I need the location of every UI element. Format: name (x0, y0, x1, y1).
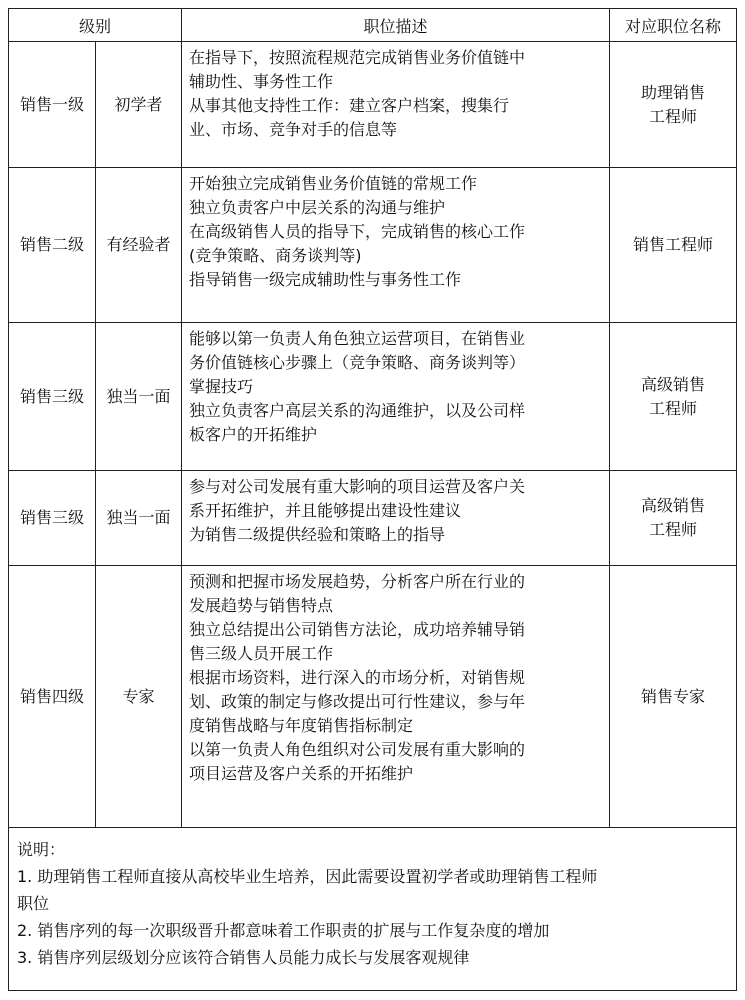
description-line: 独立负责客户中层关系的沟通与维护 (189, 198, 446, 217)
description-line: (竞争策略、商务谈判等) (189, 246, 362, 265)
stage-cell: 独当一面 (96, 471, 182, 566)
description-line: 业、市场、竞争对手的信息等 (189, 120, 398, 139)
table-row (9, 323, 737, 471)
description-cell (182, 323, 610, 471)
note-line: 职位 (17, 894, 50, 913)
stage-cell: 专家 (96, 566, 182, 828)
table-header-row (9, 9, 737, 42)
header-title: 对应职位名称 (610, 9, 737, 42)
description-line: 辅助性、事务性工作 (189, 72, 334, 91)
level-cell: 销售三级 (9, 471, 96, 566)
sales-level-table (8, 8, 737, 991)
title-cell (610, 168, 737, 323)
description-line: 独立负责客户高层关系的沟通维护，以及公司样 (189, 401, 526, 420)
description-cell (182, 42, 610, 168)
table-row (9, 168, 737, 323)
description-line: 掌握技巧 (189, 377, 254, 396)
level-cell: 销售四级 (9, 566, 96, 828)
description-line: 参与对公司发展有重大影响的项目运营及客户关 (189, 477, 526, 496)
description-line: 划、政策的制定与修改提出可行性建议，参与年 (189, 692, 526, 711)
title-line: 工程师 (649, 106, 698, 126)
notes-row (9, 828, 737, 991)
level-cell: 销售二级 (9, 168, 96, 323)
header-level: 级别 (9, 9, 182, 42)
title-cell (610, 471, 737, 566)
description-line: 预测和把握市场发展趋势，分析客户所在行业的 (189, 572, 526, 591)
description-line: 独立总结提出公司销售方法论，成功培养辅导销 (189, 620, 526, 639)
description-line: 为销售二级提供经验和策略上的指导 (189, 525, 446, 544)
title-line: 工程师 (649, 520, 698, 539)
description-line: 在高级销售人员的指导下，完成销售的核心工作 (189, 222, 526, 241)
stage-cell: 独当一面 (96, 323, 182, 471)
description-line: 从事其他支持性工作：建立客户档案，搜集行 (189, 96, 510, 115)
description-line: 项目运营及客户关系的开拓维护 (189, 764, 414, 783)
note-line: 3. 销售序列层级划分应该符合销售人员能力成长与发展客观规律 (17, 948, 470, 967)
description-cell (182, 471, 610, 566)
description-line: 以第一负责人角色组织对公司发展有重大影响的 (189, 740, 526, 759)
stage-cell: 初学者 (96, 42, 182, 168)
description-line: 售三级人员开展工作 (189, 644, 334, 663)
title-line: 助理销售 (641, 82, 706, 102)
notes-heading: 说明： (17, 840, 66, 859)
level-cell: 销售三级 (9, 323, 96, 471)
description-line: 根据市场资料，进行深入的市场分析，对销售规 (189, 668, 526, 687)
level-cell: 销售一级 (9, 42, 96, 168)
notes-cell (9, 828, 737, 991)
description-line: 发展趋势与销售特点 (189, 596, 334, 615)
title-line: 销售工程师 (633, 235, 714, 254)
description-line: 务价值链核心步骤上（竞争策略、商务谈判等） (189, 353, 526, 372)
description-line: 系开拓维护，并且能够提出建设性建议 (189, 501, 462, 520)
title-line: 高级销售 (641, 496, 706, 515)
title-cell (610, 566, 737, 828)
note-line: 1. 助理销售工程师直接从高校毕业生培养，因此需要设置初学者或助理销售工程师 (17, 867, 598, 886)
table-row (9, 42, 737, 168)
description-line: 板客户的开拓维护 (189, 425, 318, 444)
header-description: 职位描述 (182, 9, 610, 42)
stage-cell: 有经验者 (96, 168, 182, 323)
note-line: 2. 销售序列的每一次职级晋升都意味着工作职责的扩展与工作复杂度的增加 (17, 921, 550, 940)
description-line: 能够以第一负责人角色独立运营项目，在销售业 (189, 329, 526, 348)
title-line: 高级销售 (641, 374, 706, 394)
description-line: 在指导下，按照流程规范完成销售业务价值链中 (189, 48, 526, 67)
title-cell (610, 42, 737, 168)
title-cell (610, 323, 737, 471)
description-line: 度销售战略与年度销售指标制定 (189, 716, 414, 735)
table-row (9, 471, 737, 566)
table-row (9, 566, 737, 828)
title-line: 销售专家 (641, 686, 706, 706)
description-cell (182, 168, 610, 323)
description-line: 开始独立完成销售业务价值链的常规工作 (189, 174, 478, 193)
title-line: 工程师 (649, 398, 698, 418)
description-cell (182, 566, 610, 828)
description-line: 指导销售一级完成辅助性与事务性工作 (189, 270, 462, 289)
